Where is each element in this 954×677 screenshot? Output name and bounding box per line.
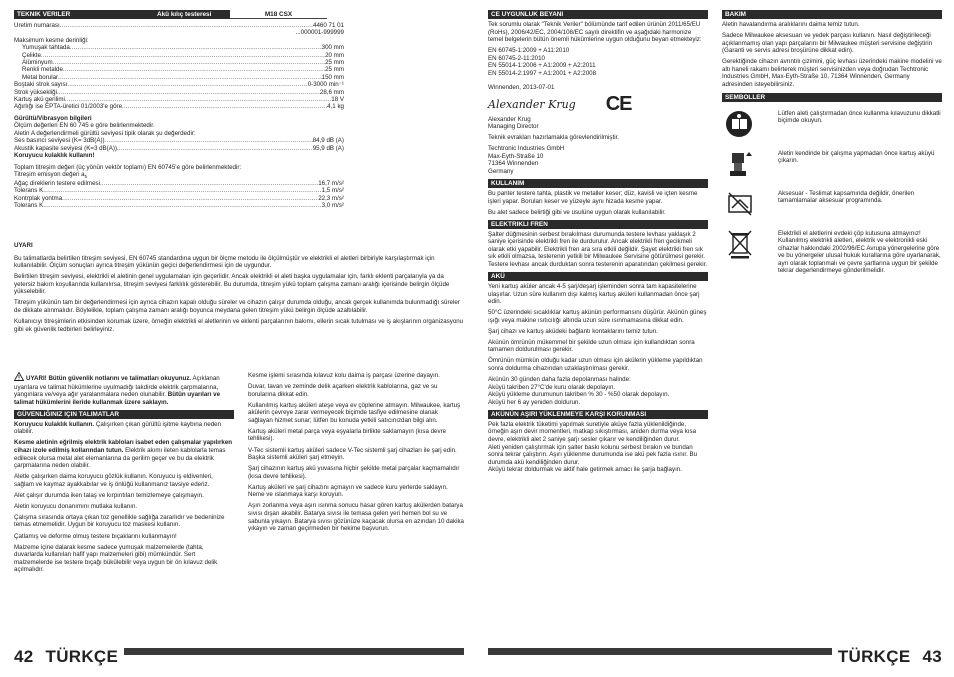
ce-place-date: Winnenden, 2013-07-01	[488, 84, 555, 92]
row-label: Tolerans K	[14, 202, 44, 210]
vibration-emission-sub: h	[84, 174, 88, 180]
data-row	[14, 66, 344, 73]
footer-right	[488, 646, 942, 666]
row-label: Üretim numarası	[14, 22, 60, 29]
spec-header	[14, 10, 230, 19]
middle-column	[248, 372, 464, 536]
ce-name: Alexander Krug	[488, 115, 531, 123]
data-row	[14, 195, 344, 202]
warning-paragraph-3: Titreşim yükünün tam bir değerlendirmesi için ayrıca cihazın kapalı olduğu süreler ve cihazın çalışır durumda olduğu, ancak gerçek kullanımda bulunmadığı süreler de dikkate alınmalıdır. Böylelikle, toplam çalışma zamanı aralığı boyunca meydana gelen titreşim yükü belirgin ölçüde azaltılabilir.	[14, 299, 460, 314]
overload-paragraph: Pek fazla elektrik tüketimi yapılmak suretiyle aküye fazla yüklenildiğinde, örneğin aşırı devir momentleri, matkap sıkıştırması, aniden durma veya kısa devre, elektrikli alet 2 saniye şarjı sesler çıkarır ve kendiliğinden durur. Aleti yeniden çalıştırmak için şalter baskı kolunu serbest bırakın ve bundan sonra tekrar çalıştırın. Aşırı yüklenme durumunda ise akü pek fazla ısınır. Bu durumda akü kendiliğinden durur. Aküyü tekrar doldurmak ve aktif hale getirmek amacı ile şarja bağlayın.	[488, 420, 698, 474]
use-paragraph-2: Bu alet sadece belirtiği gibi ve usulüne uygun olarak kullanılabilir.	[488, 208, 666, 216]
use-paragraph-1: Bu panter testere tahta, plastik ve metaller keser; düz, kavisli ve içten kesme işleri yapar. Boruları keser ve yüzeyle aynı hizada kesme yapar.	[488, 189, 698, 205]
use-header: KULLANIM	[488, 179, 708, 188]
noise-title: Gürültü/Vibrasyon bilgileri	[14, 114, 92, 122]
row-value: 95,9 dB (A)	[312, 144, 344, 152]
data-row	[14, 96, 344, 103]
ear-protection-note: Koruyucu kulaklık kullanın!	[14, 152, 95, 160]
safety-paragraph-3: Aletle çalışırken daima koruyucu gözlük kullanın. Koruyucu iş eldivenleri, sağlam ve kaymaz ayakkabılar ve iş önlüğü kullanmanız tavsiye ederiz.	[14, 473, 213, 488]
row-label: Boştaki strok sayısı	[14, 81, 68, 89]
vibration-emission-label: Titreşim emisyon değeri a	[14, 171, 85, 179]
remove-battery-icon	[722, 150, 758, 178]
battery-paragraph-3: Şarj cihazı ve kartuş aküdeki bağlantı kontaklarını temiz tutun.	[488, 327, 658, 335]
noise-rows	[14, 137, 344, 152]
row-value: 4460 71 01	[313, 22, 344, 29]
safety-warning-bold: UYARI! Bütün güvenlik notlarını ve talimatları okuyunuz.	[26, 375, 192, 382]
row-label: Ağırlığı ise EPTA-üretici 01/2003'e göre	[14, 103, 123, 111]
row-leader	[65, 96, 331, 103]
warning-paragraph-4: Kullanıcıyı titreşimlerin etkisinden korumak üzere, örneğin elektrikli el aletlerinin ve eklenti parçalarının bakımı, ellerin sıcak tutulması ve iş akışlarının organizasyonu gibi ek güvenlik tedbirleri belirleyiniz.	[14, 318, 464, 333]
safety-warning-text: Açıklanan uyarılara ve talimat hükümlerine uyulmadığı takdirde elektrik çarpmalarına, yangınlara ve/veya ağır yaralanmalara neden olunabilir.	[14, 375, 220, 399]
row-leader	[105, 137, 313, 144]
row-value: 16,7 m/s²	[318, 180, 344, 187]
symbol-row-manual	[722, 110, 942, 138]
warning-label: UYARI	[14, 242, 33, 249]
accessory-icon	[722, 190, 758, 218]
data-row	[14, 137, 344, 144]
safety-paragraph-1	[14, 421, 234, 436]
signature-image: Alexander Krug	[488, 97, 576, 111]
symbol-text-accessory: Aksesuar - Teslimat kapsamında değildir, önerilen tamamlamalar aksesuar programında.	[778, 189, 915, 205]
safety-paragraph-5: Aletin koruyucu donanımını mutlaka kullanın.	[14, 502, 138, 510]
data-row	[14, 29, 344, 36]
page-number-right: 43	[916, 647, 942, 668]
safety-paragraph-4: Alet çalışır durumda iken talaş ve kırpıntıları temizlemeye çalışmayın.	[14, 491, 204, 499]
overload-header: AKÜNÜN AŞIRI YÜKLENMEYE KARŞI KORUNMASI	[488, 410, 708, 419]
row-value: 20 mm	[325, 51, 344, 59]
row-leader	[63, 66, 325, 73]
mid-paragraph-5: V-Tec sistemli kartuş aküleri sadece V-Tec sistemli şarj cihazları ile şarj edin. Başka sistemli aküleri şarj etmeyin.	[248, 446, 457, 462]
row-leader	[43, 202, 321, 209]
row-label: Çelikte	[22, 51, 41, 59]
ce-mark-icon: CE	[605, 93, 632, 116]
row-label: Maksimum kesme derinliği:	[14, 36, 89, 44]
battery-paragraph-5: Ömrünün mümkün olduğu kadar uzun olması için akülerin yükleme yapıldıktan sonra doldurma cihazından uzaklaştırılması gerekir.	[488, 357, 703, 372]
brake-header: ELEKTRIKLI FREN	[488, 220, 708, 229]
row-label: Ağaç direklerin testere edilmesi	[14, 180, 100, 187]
safety-paragraph-2	[14, 439, 234, 469]
row-value: 25 mm	[325, 66, 344, 74]
row-value: ...000001-999999	[295, 29, 344, 37]
row-value: 22,3 m/s²	[318, 194, 344, 202]
ce-city: 71364 Winnenden	[488, 160, 539, 168]
row-leader	[70, 44, 322, 51]
care-header: BAKIM	[722, 10, 942, 19]
read-manual-icon	[722, 110, 758, 138]
data-row	[14, 52, 344, 59]
safety-paragraph-8: Malzeme içine dalarak kesme sadece yumuşak malzemelerde (tahta, duvarlarda kullanılan hafif yapı malzemeleri gibi) mümkündür. Sert malzemelerde ise testere bıçağı bükülebilir veya uygun bir ön kılavuz delik açılmalıdır.	[14, 543, 218, 574]
data-row	[14, 59, 344, 66]
row-leader	[117, 145, 313, 152]
safety-paragraph-6: Çalışma sırasında ortaya çıkan toz genellikle sağlığa zararlıdır ve bedeninize temas etmemelidir. Uygun bir koruyucu toz maskesi kullanın.	[14, 513, 225, 529]
safety-column	[14, 372, 234, 577]
language-label-right: TÜRKÇE	[832, 647, 917, 668]
spec-header-model: M18 CSX	[230, 10, 327, 19]
row-value: 18 V	[331, 95, 344, 103]
mid-paragraph-1: Kesme işlemi sırasında kılavuz kolu daima iş parçası üzerine dayayın.	[248, 372, 440, 379]
data-row	[14, 22, 344, 29]
safety-p2-text: Elektrik akımı ileten kablolarla temas edilecek olursa metal alet elemanlarına da gerilim geçer ve bu da elektrik çarpmalarına neden olabilir.	[14, 446, 226, 470]
right-column-a	[488, 10, 708, 477]
row-value: 28,6 mm	[319, 88, 344, 96]
ce-signature-block	[488, 93, 708, 116]
ce-country: Germany	[488, 167, 514, 175]
safety-warning-keep: Bütün uyarıları ve talimat hükümlerini ileride kullanmak üzere saklayın.	[14, 391, 221, 406]
data-row	[14, 81, 344, 88]
row-leader	[43, 187, 321, 194]
warning-triangle-icon	[14, 372, 24, 384]
symbol-row-battery	[722, 150, 942, 178]
row-leader	[53, 59, 325, 66]
data-row	[14, 44, 344, 51]
vibration-rows	[14, 180, 344, 210]
row-leader	[58, 74, 322, 81]
data-row	[14, 37, 344, 44]
footer-left	[14, 646, 464, 666]
ce-declaration: Tek sorumlu olarak "Teknik Veriler" bölümünde tarif edilen ürünün 2011/65/EU (RoHs), 2006/42/EC, 2004/108/EC sayılı direktifin ve aşağıdaki harmonize temel belgelerin bütün önemli hükümlerine uygun olduğunu beyan etmekteyiz:	[488, 21, 702, 44]
row-label: Strok yüksekliği	[14, 88, 57, 96]
safety-p1-bold: Koruyucu kulaklık kullanın.	[14, 420, 95, 428]
row-value: 4,1 kg	[327, 103, 344, 111]
care-paragraph-3: Gerektiğinde cihazın avrıntılı çizimini, güç levhası üzerindeki makine modelini ve altı haneli rakamı belirterek müşteri servisinizden veya doğrudan Techtronic Industries GmbH, Max-Eyth-Straße 10, 71364 Winnenden, Germany adresinden isteyebilirsiniz.	[722, 58, 942, 88]
ce-authorized: Teknik evrakları hazırlamakla görevlendirilmiştir.	[488, 134, 620, 142]
row-leader	[57, 89, 320, 96]
warning-paragraph-2: Belirtilen titreşim seviyesi, elektrikli el aletinin genel uygulamaları için geçerlidir. Ancak elektrikli el aleti başka uygulamalar için, farklı eklenti parçalarıyla ya da yetersiz bakım koşullarında kullanılırsa, titreşim seviyesi farklılık gösterebilir. Bu durumda, titreşim yükü toplam çalışma zamanı aralığı içerisinde belirgin ölçüde yükselebilir.	[14, 273, 450, 296]
row-label: Tolerans K	[14, 187, 44, 195]
ce-norms	[488, 47, 708, 77]
row-leader	[62, 195, 318, 202]
mid-paragraph-2: Duvar, tavan ve zeminde delik açarken elektrik kablolarına, gaz ve su borularına dikkat edin.	[248, 383, 438, 398]
noise-intro: Ölçüm değerleri EN 60 745 e göre belirlenmektedir.	[14, 122, 155, 130]
mid-paragraph-7: Kartuş aküleri ve şarj cihazını açmayın ve sadece kuru yerlerde saklayın. Neme ve ıslanmaya karşı koruyun.	[248, 483, 448, 499]
row-value: 84,9 dB (A)	[312, 137, 344, 145]
spec-header-product: Akü kılıç testeresi	[157, 11, 212, 18]
spec-table	[14, 22, 344, 210]
row-label: Renkli metalde	[22, 66, 63, 74]
page-number-left: 42	[14, 647, 40, 668]
row-label: Ses basıncı seviyesi (K= 3dB(A))	[14, 137, 105, 145]
row-value: 150 mm	[321, 73, 344, 81]
noise-weighted: Aletin A değerlendirmeli gürültü seviyesi tipik olarak şu değerdedir:	[14, 129, 196, 137]
weee-bin-icon	[722, 230, 758, 258]
row-leader	[122, 103, 327, 110]
safety-paragraph-7: Çatlamış ve deforme olmuş testere bıçaklarını kullanmayın!	[14, 532, 177, 540]
row-label: Kartuş akü gerilimi	[14, 95, 65, 103]
spec-rows	[14, 22, 344, 111]
battery-paragraph-6: Akünün 30 günden daha fazla depolanması halinde: Aküyü takriben 27°C'de kuru olarak depolayın. Aküyü yükleme durumunun takriben % 30 - %50 olarak depolayın. Aküyü her 6 ay yeniden doldurun.	[488, 376, 670, 406]
data-row	[14, 202, 344, 209]
vibration-emission	[14, 171, 344, 180]
data-row	[14, 89, 344, 96]
safety-general-warning	[14, 372, 234, 406]
mid-paragraph-8: Aşırı zorlanma veya aşırı ısınma sonucu hasar gören kartuş akülerden batarya sıvısı dışarı akabilir. Batarya sıvısı ile temasa gelen yeri hemen bol su ve sabunla yıkayın. Batarya sıvısı gözünüze kaçacak olursa en azından 10 dakika yıkayın ve zaman geçirmeden bir hekime başvurun.	[248, 502, 465, 533]
battery-paragraph-4: Akünün ömrünün mükemmel bir şekilde uzun olması için kullandıktan sonra tamamen doldurulması gerekir.	[488, 338, 695, 354]
safety-header: GÜVENLIĞINIZ IÇIN TALIMATLAR	[14, 410, 234, 419]
symbol-row-accessory	[722, 190, 942, 218]
row-leader	[41, 52, 325, 59]
row-label: Kontrplak yontma	[14, 194, 63, 202]
row-value: 25 mm	[325, 58, 344, 66]
row-value: 1,5 m/s²	[321, 187, 344, 195]
mid-paragraph-3: Kullanılmış kartuş aküleri ateşe veya ev çöplerine atmayın. Milwaukee, kartuş akülerin çevreye zarar vermeyecek biçimde tasfiye edilmesine olanak sağlayan hizmet sunar; lütfen bu konuda yetkili satıcınızdan bilgi alın.	[248, 401, 461, 424]
vibration-total: Toplam titreşim değeri (üç yönün vektör toplamı) EN 60745'e göre belirlenmektedir:	[14, 163, 242, 171]
safety-p1-text: Çalışırken çıkan gürültü işitme kaybına neden olabilir.	[14, 420, 222, 436]
symbol-text-battery: Aletin kendinde bir çalışma yapmadan önce kartuş aküyü çıkarın.	[778, 149, 935, 165]
spec-header-title: TEKNIK VERILER	[17, 11, 71, 18]
data-row	[14, 145, 344, 152]
battery-paragraph-1: Yeni kartuş aküler ancak 4-5 şarj/deşarj işleminden sonra tam kapasitelerine ulaşırlar. Uzun süre kullanım dışı kalmış kartuş aküleri kullanmadan önce şarj edin.	[488, 282, 700, 306]
symbols-header: SEMBOLLER	[722, 93, 942, 102]
row-label: Yumuşak tahtada	[22, 44, 70, 52]
symbol-text-manual: Lütfen aleti çalıştırmadan önce kullanma kılavuzunu dikkatli biçimde okuyun.	[778, 109, 941, 125]
data-row	[14, 187, 344, 194]
symbol-text-weee: Elektrikli el aletlerini evdeki çöp kutusuna atmayınız! Kullanılmış elektrikli aletleri, elektrik ve elektronikli eski cihazlar hakkındaki 2002/96/EC Avrupa yönergelerine göre ve bu yönergeler ulusal hukuk kurallarına göre uyarlanarak, ayrı olarak toplanmalı ve çevre şartlarına uygun bir şekilde tekrar degerlendirmeye gönderilmelidir.	[778, 229, 941, 275]
battery-paragraph-2: 50°C üzerindeki sıcaklıklar kartuş akünün performansını düşürür. Akünün güneş ışığı veya makine ısıtıcılığı altında uzun süre ısınmamasına dikkat edin.	[488, 309, 707, 324]
row-leader	[100, 180, 318, 187]
ce-norm: EN 60745-1:2009 + A11:2010	[488, 47, 570, 55]
ce-street: Max-Eyth-Straße 10	[488, 152, 544, 160]
mid-paragraph-4: Kartuş aküleri metal parça veya eşyalarla birlikte saklamayın (kısa devre tehlikesi).	[248, 427, 447, 443]
data-row	[14, 180, 344, 187]
safety-p2-bold: Kesme aletinin eğrilmiş elektrik kabloları isabet eden çalışmalar yapılırken cihazı izole edilmiş kollarından tutun.	[14, 439, 233, 454]
symbol-row-weee	[722, 230, 942, 275]
vibration-warning	[14, 242, 464, 337]
battery-header: AKÜ	[488, 272, 708, 281]
care-paragraph-1: Aletin havalandırma aralıklarını daima temiz tutun.	[722, 21, 860, 28]
ce-norm: EN 55014-1:2006 + A1:2009 + A2:2011	[488, 62, 596, 70]
ce-role: Managing Director	[488, 123, 539, 131]
row-value: 3,0 m/s²	[321, 202, 344, 210]
row-value: 300 mm	[321, 44, 344, 52]
brake-paragraph: Şalter düğmesinin serbest bırakılması durumunda testere levhası yaklaşık 2 saniye içerisinde elektrikli fren ile durdurulur. Ancak elektrikli fren gecikmeli olarak etki yapabilir. Elektrikli fren ara sıra etkili değildir. Şayet elektrikli fren sık sık etkili olmazsa, testerenin yetkili bir Milwaukee Servisine götürülmesi gerekir. Testere levhası ancak durduktan sonra testerenin aparatından çekilmesi gerekir.	[488, 230, 708, 268]
ce-norm: EN 60745-2-11:2010	[488, 54, 545, 62]
language-label-left: TÜRKÇE	[40, 647, 125, 668]
row-value: 0-3000 min⁻¹	[307, 81, 344, 89]
right-column-b	[722, 10, 942, 287]
warning-paragraph-1: Bu talimatlarda belirtilen titreşim seviyesi, EN 60745 standardına uygun bir ölçme metodu ile ölçülmüştür ve elektrikli el aletleri birbiriyle karşılaştırmak için kullanılabilir. Ölçüm sonuçları ayrıca titreşim yükünün geçici değerlendirmesi için de uygundur.	[14, 254, 435, 270]
row-label: Akustik kapasite seviyesi (K=3 dB(A))	[14, 144, 117, 152]
row-leader	[67, 81, 307, 88]
ce-header: CE UYGUNLUK BEYANI	[488, 10, 708, 19]
row-label: Metal borular	[22, 73, 59, 81]
data-row	[14, 103, 344, 110]
ce-company: Techtronic Industries GmbH	[488, 145, 565, 153]
ce-norm: EN 55014-2:1997 + A1:2001 + A2:2008	[488, 69, 597, 77]
row-label: Alüminyum	[22, 58, 53, 66]
row-leader	[60, 22, 313, 29]
mid-paragraph-6: Şarj cihazının kartuş akü yuvasına hiçbir şekilde metal parçalar kaçmamalıdır (kısa devre tehlikesi).	[248, 465, 460, 480]
data-row	[14, 74, 344, 81]
care-paragraph-2: Sadece Milwaukee aksesuarı ve yedek parçası kullanın. Nasıl değiştirileceği açıklanmamış olan yapı parçalarını bir Milwaukee müşteri servisine değiştirin (Garanti ve servis adresi broşürüne dikkat edin).	[722, 32, 933, 55]
